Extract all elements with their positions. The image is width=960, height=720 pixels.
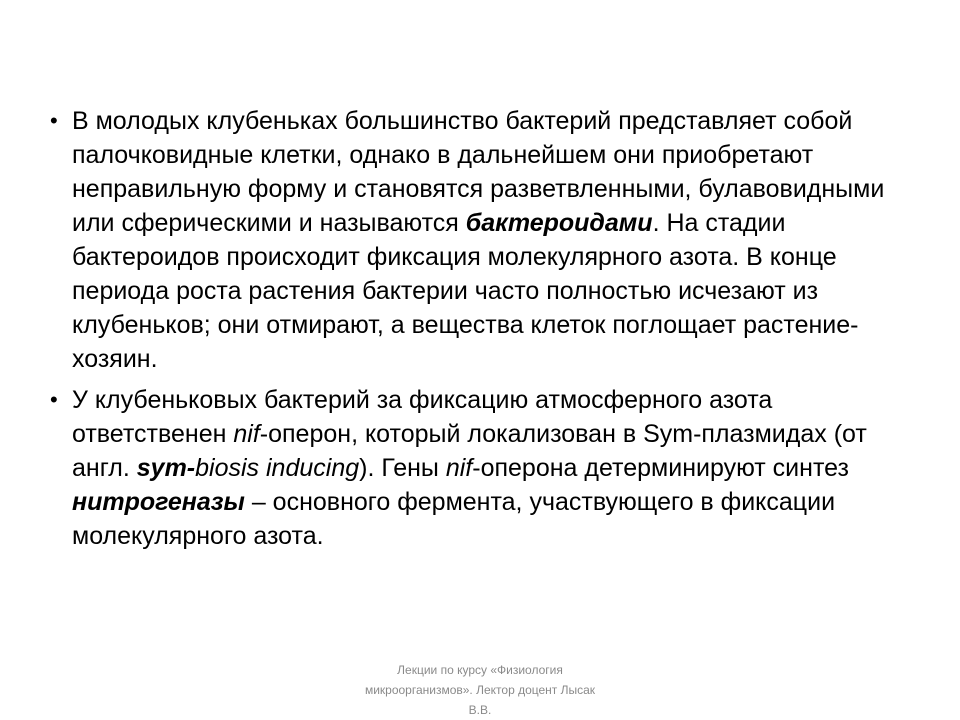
term-sym: sym-	[136, 454, 196, 482]
footer-line: микроорганизмов». Лектор доцент Лысак	[364, 683, 596, 697]
text-run: В молодых клубеньках большинство бактерий представляет собой палочковидные клетки, однако в дальнейшем они приобретают неправильную форму и становятся разветвленными, булавовидными или сферическими и называются	[72, 107, 885, 237]
term-biosis-inducing: biosis inducing	[195, 454, 360, 482]
bullet-text	[72, 386, 867, 550]
bullet-paragraph-2	[48, 383, 888, 553]
slide-content	[48, 104, 888, 560]
text-run: -оперон, который локализован в Sym-плазмидах (от англ.	[72, 420, 867, 482]
bullet-marker: •	[50, 387, 58, 412]
bullet-marker: •	[50, 108, 58, 133]
term-nif: nif	[445, 454, 473, 482]
term-nitrogenase: нитрогеназы	[72, 488, 245, 516]
text-run: У клубеньковых бактерий за фиксацию атмосферного азота ответственен	[72, 386, 773, 448]
footer-line: Лекции по курсу «Физиология	[397, 663, 563, 677]
term-bacteroids: бактероидами	[465, 209, 653, 237]
footer-line: В.В.	[468, 703, 492, 717]
text-run: . На стадии бактероидов происходит фиксация молекулярного азота. В конце периода роста растения бактерии часто полностью исчезают из клубеньков; они отмирают, а вещества клеток поглощает растение-хозяин.	[72, 209, 859, 373]
bullet-text	[72, 107, 884, 373]
text-run: ). Гены	[359, 454, 446, 482]
slide-footer	[330, 660, 630, 720]
text-run: -оперона детерминируют синтез	[472, 454, 849, 482]
bullet-paragraph-1	[48, 104, 888, 376]
text-run: – основного фермента, участвующего в фиксации молекулярного азота.	[72, 488, 836, 550]
term-nif: nif	[233, 420, 260, 448]
